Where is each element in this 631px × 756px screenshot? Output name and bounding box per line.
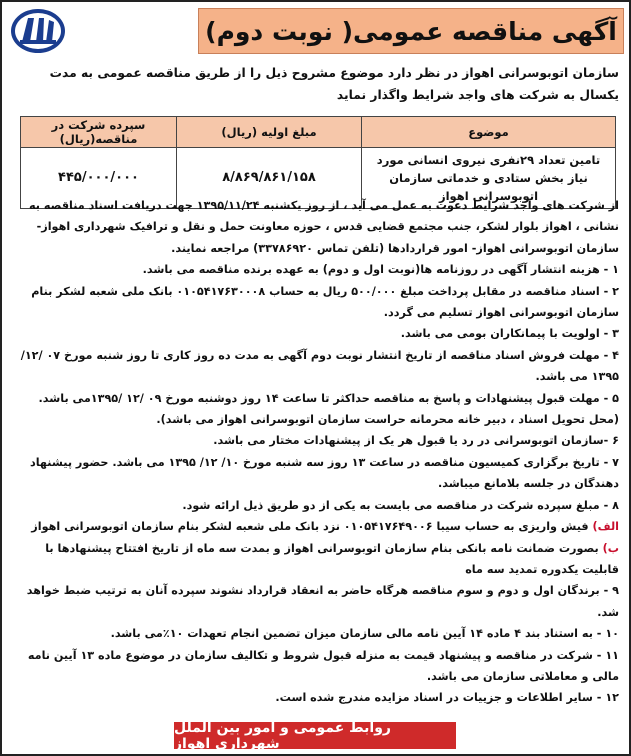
- term-item: ۶ -سازمان اتوبوسرانی در رد یا قبول هر یک از پیشنهادات مختار می باشد.: [213, 434, 619, 448]
- term-item: ۴ - مهلت فروش اسناد مناقصه از تاریخ انتشار نوبت دوم آگهی به مدت ده روز کاری تا روز شنبه مورخ ۰۷ /۱۲/ ۱۳۹۵ می باشد.: [20, 348, 619, 384]
- sub-item-a: [12, 516, 619, 537]
- term-item: ۱۲ - سایر اطلاعات و جزییات در اسناد مزایده مندرج شده است.: [275, 691, 619, 705]
- term-item: ۸ - مبلغ سپرده شرکت در مناقصه می بایست به یکی از دو طریق ذیل ارائه شود.: [182, 498, 619, 512]
- sub-item-a-text: فیش واریزی به حساب سیبا ۰۱۰۵۴۱۷۶۴۹۰۰۶ نزد بانک ملی شعبه لشکر بنام سازمان اتوبوسرانی اهواز: [31, 520, 593, 534]
- title-banner: [198, 8, 624, 54]
- sub-item-b: [12, 538, 619, 581]
- table-header-row: [21, 117, 616, 148]
- column-header-deposit: سپرده شرکت در مناقصه(ریال): [21, 117, 177, 148]
- cell-deposit: ۴۴۵/۰۰۰/۰۰۰: [21, 148, 177, 209]
- ahvaz-bus-organization-logo: [8, 6, 68, 56]
- intro-text: سازمان اتوبوسرانی اهواز در نظر دارد موضوع مشروح ذیل را از طریق مناقصه عمومی به مدت یکسال به شرکت های واجد شرایط واگذار نماید: [49, 66, 619, 102]
- term-item: ۷ - تاریخ برگزاری کمیسیون مناقصه در ساعت ۱۳ روز سه شنبه مورخ ۱۰/ ۱۲/ ۱۳۹۵ می باشد. حضور پیشنهاد دهندگان در جلسه بلامانع میباشد.: [29, 455, 619, 491]
- sub-item-b-text: بصورت ضمانت نامه بانکی بنام سازمان اتوبوسرانی اهواز و بمدت سه ماه از تاریخ افتتاح پیشنهادها با قابلیت یکدوره تمدید سه ماه: [45, 541, 619, 576]
- term-item: ۹ - برندگان اول و دوم و سوم مناقصه هرگاه حاضر به انعقاد قرارداد نشوند سپرده آنان به ترتیب ضبط خواهد شد.: [26, 584, 619, 619]
- term-item: ۱۰ - به استناد بند ۴ ماده ۱۴ آیین نامه مالی سازمان میزان تضمین انجام تعهدات ۱۰٪می باشد.: [110, 627, 619, 641]
- cell-subject: تامین تعداد ۲۹نفری نیروی انسانی مورد نیاز بخش ستادی و خدماتی سازمان اتوبوسرانی اهواز: [362, 148, 616, 209]
- term-item: ۱۱ - شرکت در مناقصه و پیشنهاد قیمت به منزله قبول شروط و تکالیف سازمان در موضوع ماده ۱۳ آیین نامه مالی و معاملاتی سازمان می باشد.: [27, 648, 619, 683]
- footer-banner: [174, 719, 456, 752]
- terms-section: [12, 195, 619, 709]
- sub-item-a-label: الف): [592, 520, 619, 534]
- column-header-initial-price: مبلغ اولیه (ریال): [177, 117, 362, 148]
- page-title: آگهی مناقصه عمومی( نوبت دوم): [205, 16, 617, 46]
- term-item: ۱ - هزینه انتشار آگهی در روزنامه ها(نوبت اول و دوم) به عهده برنده مناقصه می باشد.: [142, 263, 619, 277]
- term-item: ۳ - اولویت با پیمانکاران بومی می باشد.: [400, 327, 619, 341]
- sub-item-b-label: ب): [602, 541, 619, 555]
- term-item: ۵ - مهلت قبول پیشنهادات و پاسخ به مناقصه حداکثر تا ساعت ۱۴ روز دوشنبه مورخ ۰۹ /۱۲ /۱۳۹۵می باشد. (محل تحویل اسناد ، دبیر خانه محرمانه حراست سازمان اتوبوسرانی اهواز می باشد).: [38, 391, 619, 427]
- cell-initial-price: ۸/۸۶۹/۸۶۱/۱۵۸: [177, 148, 362, 209]
- column-header-subject: موضوع: [362, 117, 616, 148]
- term-item: ۲ - اسناد مناقصه در مقابل پرداخت مبلغ ۵۰۰/۰۰۰ ریال به حساب ۰۱۰۵۴۱۷۶۳۰۰۰۸ بانک ملی شعبه لشکر بنام سازمان اتوبوسرانی اهواز تسلیم می گردد.: [31, 284, 619, 320]
- footer-text: روابط عمومی و امور بین الملل شهرداری اهواز: [174, 719, 391, 752]
- invitation-paragraph: از شرکت های واجد شرایط دعوت به عمل می آید ، از روز یکشنبه ۱۳۹۵/۱۱/۲۴ جهت دریافت اسناد مناقصه به نشانی ، اهواز بلوار لشکر، جنب مجتمع قضایی قدس ، حوزه معاونت حمل و نقل و ترافیک شهرداری اهواز- سازمان اتوبوسرانی اهواز- امور قراردادها (تلفن تماس ۳۳۷۸۶۹۲۰) مراجعه نمایند.: [29, 199, 619, 255]
